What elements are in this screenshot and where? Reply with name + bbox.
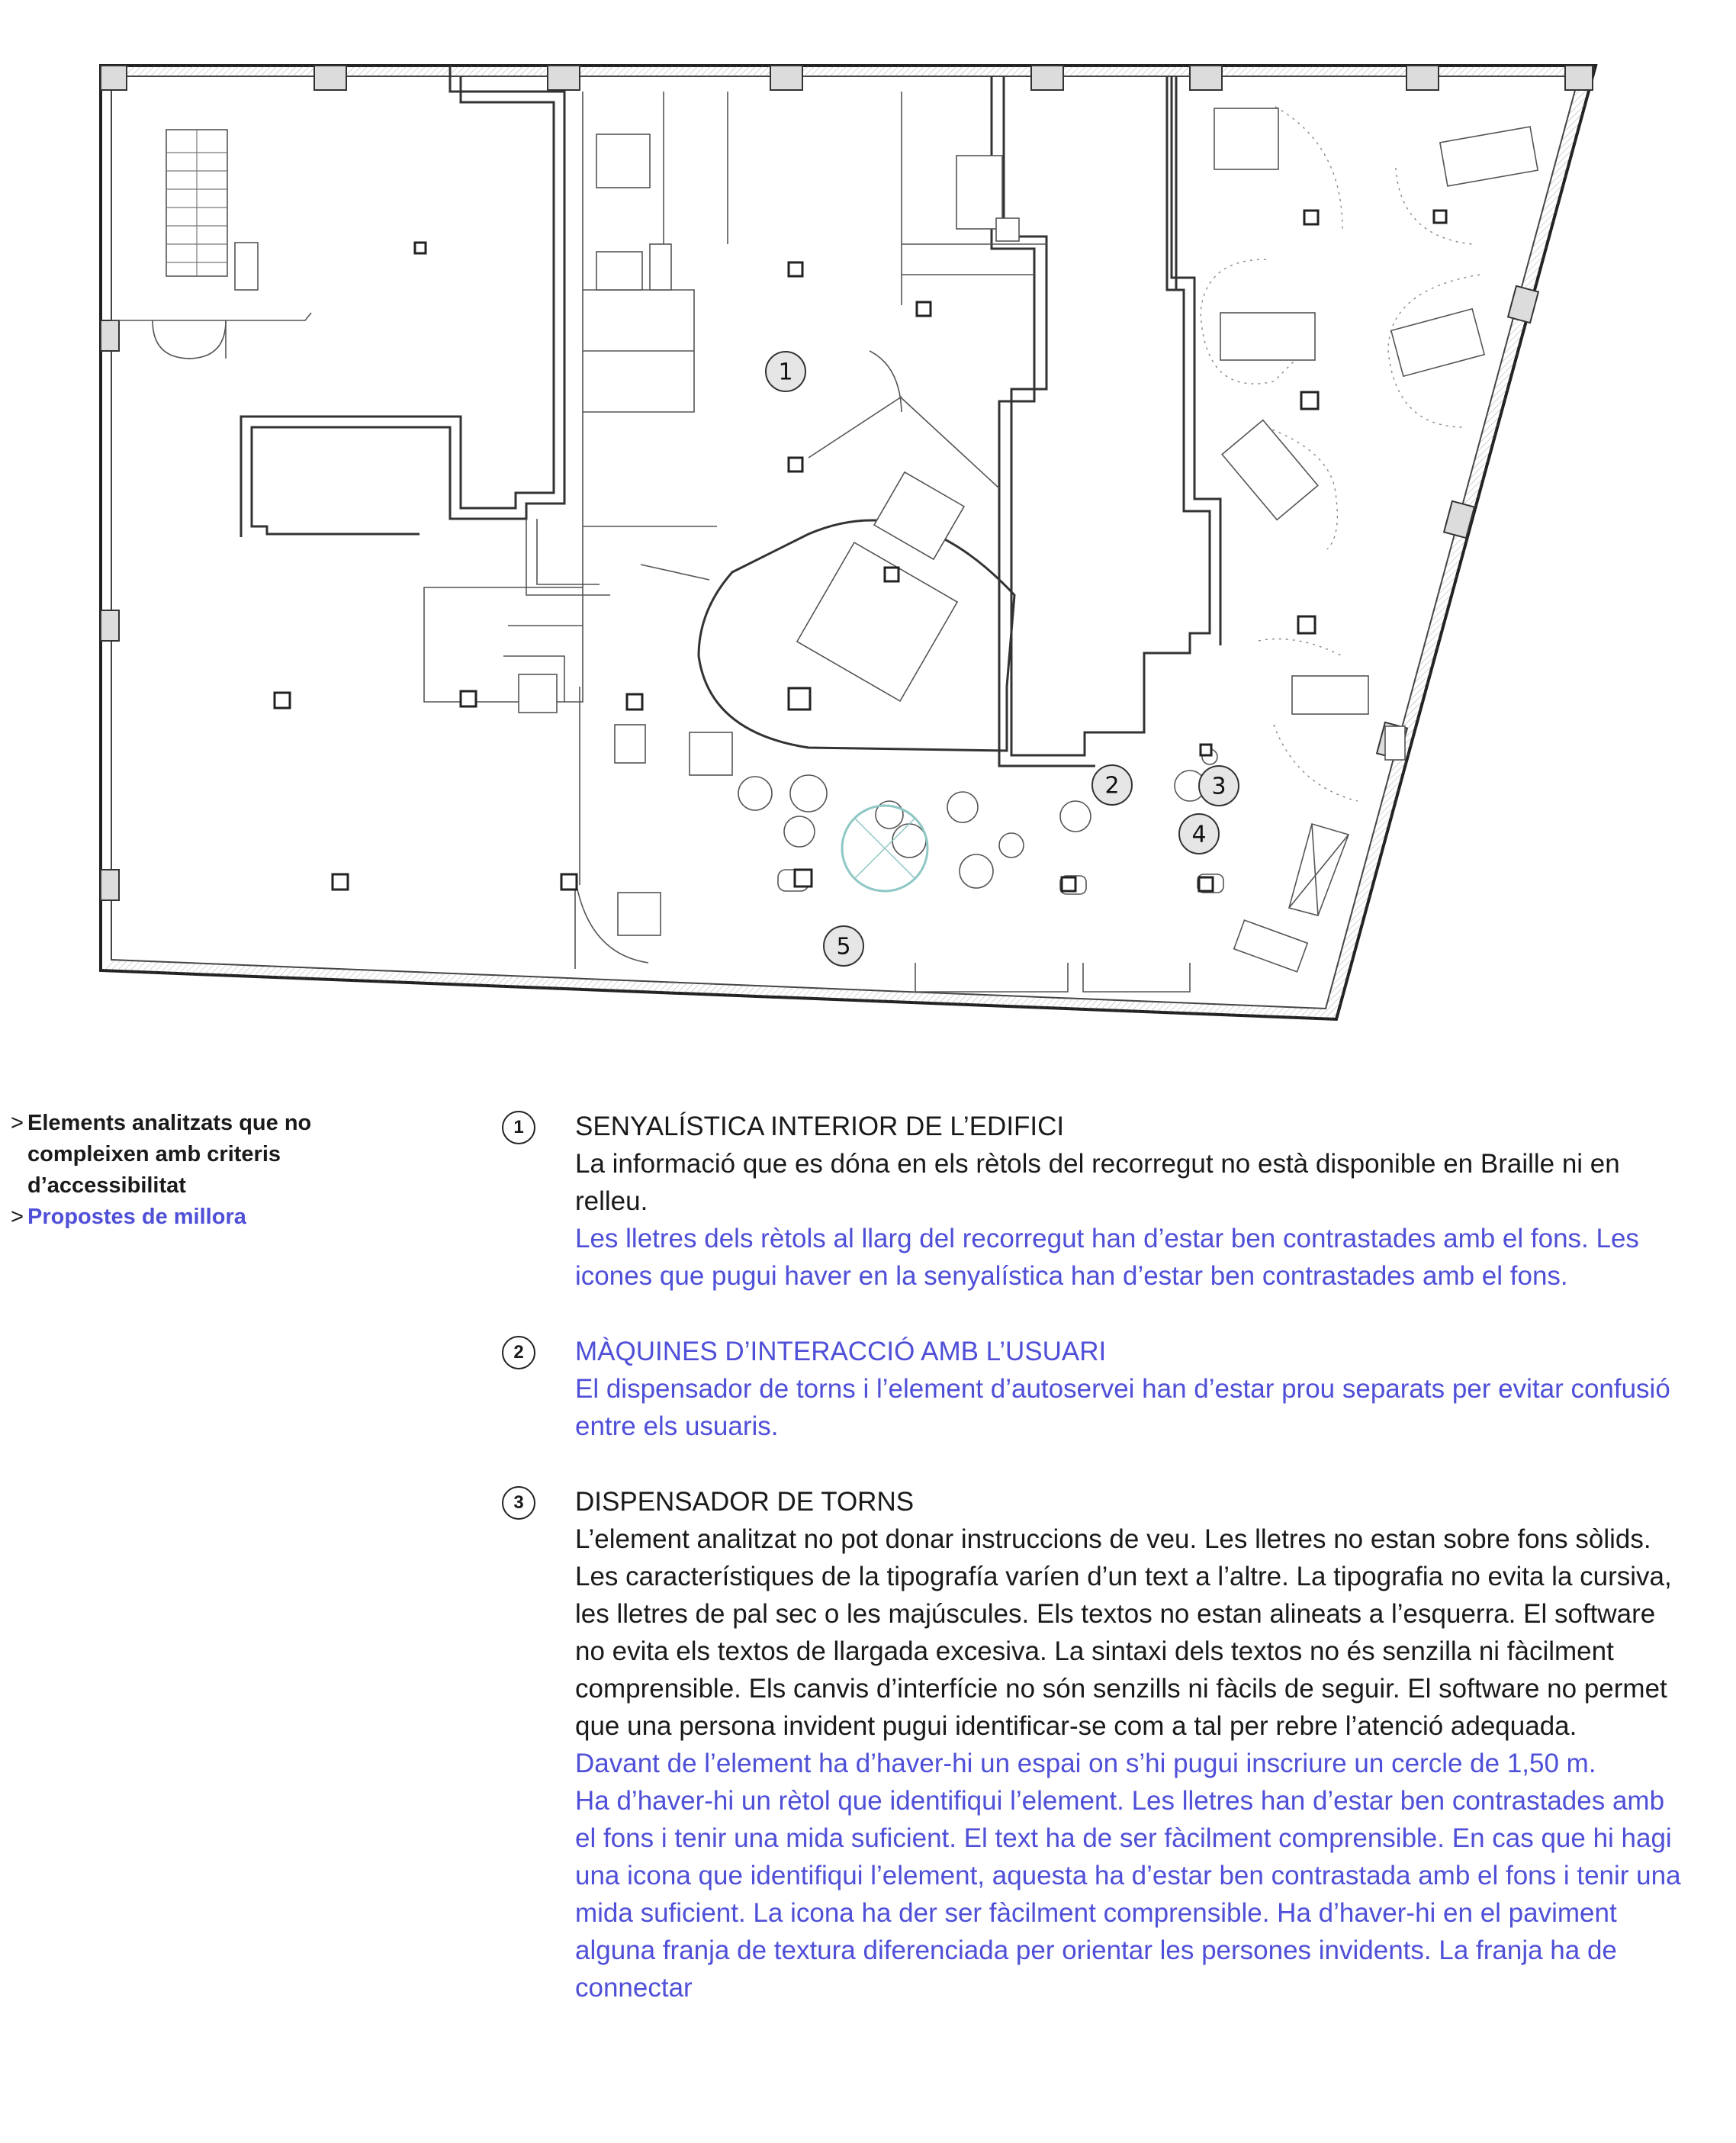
plan-marker-1 [766, 352, 805, 391]
plan-marker-3 [1199, 766, 1239, 806]
svg-text:4: 4 [1191, 821, 1207, 848]
svg-text:5: 5 [836, 933, 851, 960]
plan-marker-2 [1092, 765, 1132, 805]
note-2 [502, 1333, 1692, 1445]
notes-list [502, 1108, 1692, 2045]
note-3 [502, 1483, 1692, 2006]
note-findings: L’element analitzat no pot donar instruccions de veu. Les lletres no estan sobre fons sòlids. Les característiques de la tipografía varíen d’un text a l’altre. La tipografia no evita la cursiva, les lletres de pal sec o les majúscules. Els textos no estan alineats a l’esquerra. El software no evita els textos de llargada excesiva. La sintaxi dels textos no és senzilla ni fàcilment comprensible. Els canvis d’interfície no són senzills ni fàcils de seguir. El software no permet que una persona invident pugui identificar-se com a tal per rebre l’atenció adequada. [575, 1524, 1672, 1741]
building-outline [101, 66, 1596, 1019]
legend-proposals: > Propostes de millora [11, 1202, 377, 1233]
svg-text:2: 2 [1104, 772, 1120, 800]
plan-marker-5 [824, 926, 863, 966]
legend [11, 1108, 377, 1233]
note-proposal: Davant de l’element ha d’haver-hi un espai on s’hi pugui inscriure un cercle de 1,50 m. [575, 1749, 1596, 1778]
note-number: 3 [502, 1486, 535, 1520]
note-proposal: Les lletres dels rètols al llarg del recorregut han d’estar ben contrastades amb el fons. Les icones que pugui haver en la senyalística han d’estar ben contrastades amb el fons. [575, 1224, 1639, 1291]
note-title: DISPENSADOR DE TORNS [575, 1487, 915, 1517]
legend-proposals-text: Propostes de millora [27, 1205, 246, 1229]
note-proposal: Ha d’haver-hi un rètol que identifiqui l’element. Les lletres han d’estar ben contrastades amb el fons i tenir una mida suficient. El text ha de ser fàcilment comprensible. En cas que hi hagi una icona que identifiqui l’element, aquesta ha d’estar ben contrastada amb el fons i tenir una mida suficient. La icona ha der ser fàcilment comprensible. Ha d’haver-hi en el paviment alguna franja de textura diferenciada per orientar les persones invidents. La franja ha de connectar [575, 1786, 1681, 2003]
legend-analyzed: > Elements analitzats que no compleixen amb criteris d’accessibilitat [11, 1108, 377, 1202]
note-findings: La informació que es dóna en els rètols del recorregut no està disponible en Braille ni en relleu. [575, 1149, 1620, 1216]
floor-plan [0, 0, 1736, 1038]
note-title: SENYALÍSTICA INTERIOR DE L’EDIFICI [575, 1112, 1065, 1141]
note-title: MÀQUINES D’INTERACCIÓ AMB L’USUARI [575, 1337, 1107, 1366]
svg-text:1: 1 [778, 359, 793, 386]
note-proposal: El dispensador de torns i l’element d’autoservei han d’estar prou separats per evitar confusió entre els usuaris. [575, 1374, 1670, 1441]
interior-walls [111, 66, 1480, 992]
svg-text:3: 3 [1211, 773, 1226, 800]
note-1 [502, 1108, 1692, 1295]
note-number: 1 [502, 1111, 535, 1144]
note-number: 2 [502, 1336, 535, 1369]
plan-marker-4 [1179, 814, 1219, 854]
stair-treads [166, 130, 227, 276]
legend-analyzed-text: Elements analitzats que no compleixen amb criteris d’accessibilitat [27, 1111, 312, 1198]
